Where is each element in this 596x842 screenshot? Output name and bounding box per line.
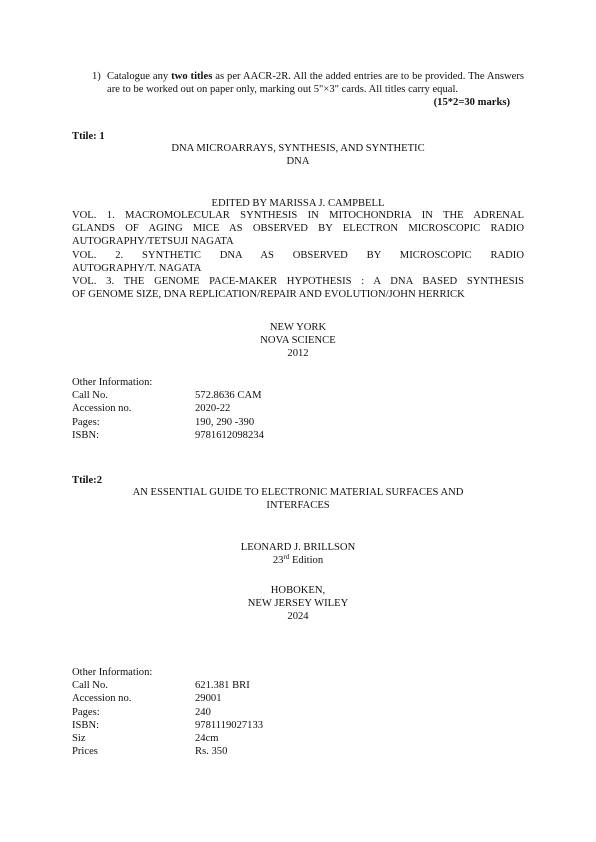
info-value: 24cm — [195, 733, 219, 745]
question-block — [92, 70, 524, 110]
info-value: 9781119027133 — [195, 719, 264, 731]
info-value: 9781612098234 — [195, 429, 264, 441]
info-value: 572.8636 CAM — [195, 390, 262, 402]
title2-edition — [72, 554, 524, 567]
info-key: Siz — [72, 733, 86, 745]
info-key: Call No. — [72, 390, 108, 402]
info-key: Prices — [72, 746, 98, 758]
info-value: 2020-22 — [195, 403, 231, 415]
info-row — [72, 732, 372, 745]
title1-publisher: NOVA SCIENCE — [260, 335, 336, 346]
info-value: 29001 — [195, 693, 222, 705]
title2-other-info-label: Other Information: — [72, 667, 153, 678]
title2-edition-number: 23 — [272, 555, 284, 566]
info-row — [72, 719, 372, 732]
title1-year: 2012 — [287, 348, 309, 359]
question-number: 1) — [92, 71, 101, 82]
info-row — [72, 706, 372, 719]
title1-vol-line: VOL. 2. SYNTHETIC DNA AS OBSERVED BY MICROSCOPIC RADIO — [72, 249, 524, 261]
title2-author: LEONARD J. BRILLSON — [240, 542, 356, 553]
info-key: Pages: — [72, 416, 100, 428]
title1-other-info-label: Other Information: — [72, 377, 153, 388]
title2-year: 2024 — [287, 611, 309, 622]
title2-title-line1: AN ESSENTIAL GUIDE TO ELECTRONIC MATERIAL SURFACES AND — [132, 487, 464, 498]
title1-vol-line: VOL. 1. MACROMOLECULAR SYNTHESIS IN MITOCHONDRIA IN THE ADRENAL — [72, 210, 524, 221]
info-row — [72, 429, 372, 442]
info-key: ISBN: — [72, 719, 100, 731]
info-value: Rs. 350 — [195, 746, 228, 758]
title1-other-info — [72, 376, 372, 442]
info-key: Accession no. — [72, 403, 132, 415]
title1-volumes — [72, 209, 524, 301]
question-text — [107, 70, 524, 109]
info-key: Call No. — [72, 680, 108, 692]
info-key: Pages: — [72, 706, 100, 718]
info-key: ISBN: — [72, 429, 100, 441]
title1-vol-line: OF GENOME SIZE, DNA REPLICATION/REPAIR AND EVOLUTION/JOHN HERRICK — [72, 289, 465, 301]
title1-place: NEW YORK — [269, 322, 327, 333]
title1-vol-line: VOL. 3. THE GENOME PACE-MAKER HYPOTHESIS : A DNA BASED SYNTHESIS — [72, 276, 524, 288]
title2-edition-word: Edition — [291, 555, 324, 566]
title1-vol-line: AUTOGRAPHY/T. NAGATA — [72, 262, 202, 274]
title1-title-line1: DNA MICROARRAYS, SYNTHESIS, AND SYNTHETIC — [171, 143, 425, 154]
info-key: Accession no. — [72, 693, 132, 705]
info-value: 190, 290 -390 — [195, 416, 255, 428]
info-value: 621.381 BRI — [195, 680, 250, 692]
title2-heading: Ttile:2 — [72, 475, 103, 486]
info-row — [72, 745, 372, 758]
question-text-before: Catalogue any — [107, 71, 169, 82]
title1-title-line2: DNA — [286, 156, 310, 167]
title2-edition-suffix: rd — [283, 553, 290, 561]
title1-editor: EDITED BY MARISSA J. CAMPBELL — [211, 198, 385, 209]
title1-vol-line: GLANDS OF AGING MICE AS OBSERVED BY ELECTRON MICROSCOPIC RADIO — [72, 223, 524, 235]
info-row — [72, 679, 372, 692]
info-row — [72, 389, 372, 402]
title1-heading: Ttile: 1 — [72, 131, 105, 142]
title2-place2: NEW JERSEY WILEY — [247, 598, 349, 609]
question-text-after: as per AACR-2R. All the added entries are to be provided. The Answers are to be worked out on paper only, marking out 5"×3" cards. All titles carry equal. — [107, 71, 524, 96]
title1-vol-line: AUTOGRAPHY/TETSUJI NAGATA — [72, 236, 234, 248]
title2-place1: HOBOKEN, — [270, 585, 326, 596]
info-value: 240 — [195, 706, 211, 718]
title2-other-info — [72, 666, 372, 758]
question-bold-text: two titles — [171, 71, 213, 82]
info-row — [72, 692, 372, 705]
title2-title-line2: INTERFACES — [266, 500, 330, 511]
info-row — [72, 416, 372, 429]
question-marks: (15*2=30 marks) — [433, 97, 510, 109]
info-row — [72, 402, 372, 415]
